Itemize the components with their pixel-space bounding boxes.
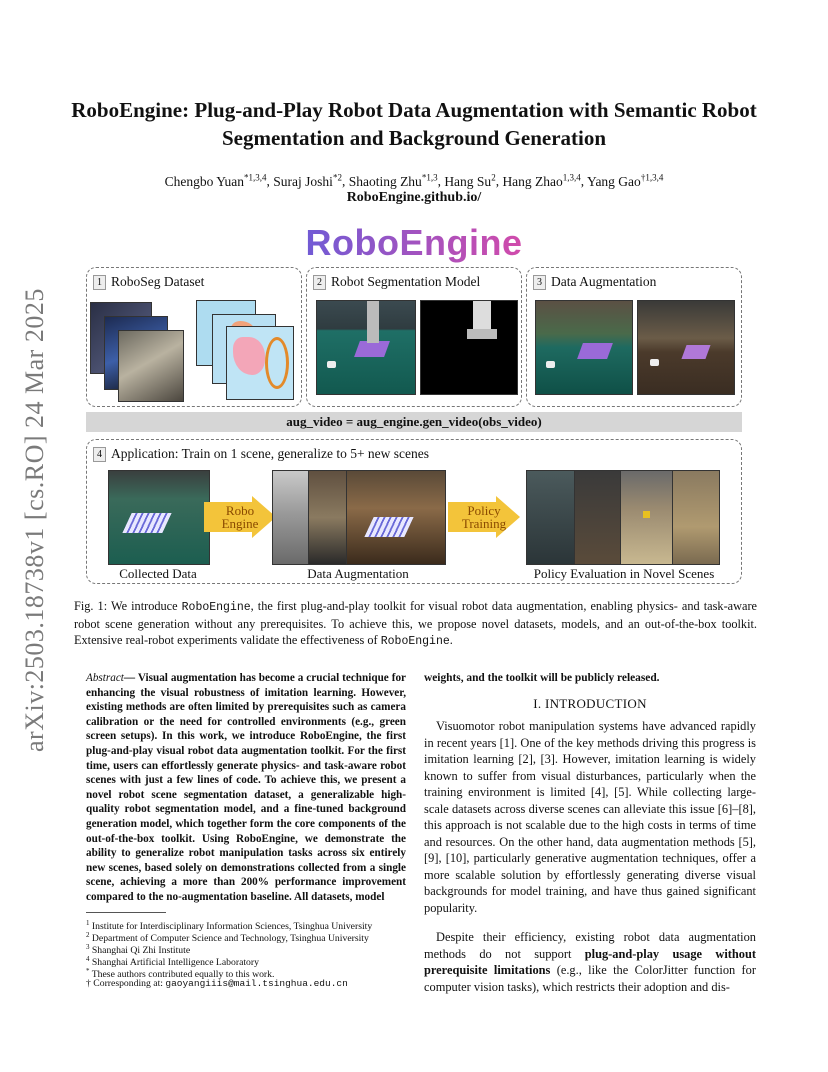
footnote-rule — [86, 912, 166, 913]
corresponding-email[interactable]: gaoyangiiis@mail.tsinghua.edu.cn — [165, 978, 348, 989]
augmented-data-image — [346, 470, 446, 565]
author: Hang Su$^2$ — [444, 172, 496, 189]
panel-title: 4 Application: Train on 1 scene, generalize to 5+ new scenes — [93, 446, 429, 462]
footnote: * These authors contributed equally to this work. — [86, 967, 275, 981]
evaluation-scene-image — [620, 470, 674, 565]
dataset-image — [118, 330, 184, 402]
abstract-label: Abstract — [86, 672, 124, 684]
roboengine-arrow: Robo Engine — [204, 496, 276, 538]
arxiv-identifier: arXiv:2503.18738v1 [cs.RO] 24 Mar 2025 — [20, 288, 49, 752]
panel-title: 2 Robot Segmentation Model — [313, 274, 480, 290]
intro-paragraph: Visuomotor robot manipulation systems have advanced rapidly in recent years [1]. One of the key methods driving this progress is imitation learning [2], [3]. However, imitation learning is widely known to suffer from visual disturbances, particularly when the training environment is limited [4], [5]. While collecting large-scale datasets across diverse scenes can alleviate this issue [6]–[8], this approach is not scalable due to the high costs in terms of time and resources. On the other hand, data augmentation methods [5], [9], [10], particularly generative augmentation techniques, offer a more scalable solution by effortlessly generating diverse visual backgrounds for model training, and have thus gained significant popularity. — [424, 719, 756, 915]
author: Chengbo Yuan$^{*1,3,4}$ — [164, 172, 267, 189]
footnote: $^4$ Shanghai Artificial Intelligence Laboratory — [86, 955, 259, 969]
paper-title: RoboEngine: Plug-and-Play Robot Data Augmentation with Semantic Robot Segmentation and Background Generation — [71, 98, 757, 150]
section-heading: I. INTRODUCTION — [533, 696, 647, 711]
author-list: Chengbo Yuan$^{*1,3,4}$, Suraj Joshi$^{*2}$, Shaoting Zhu$^{*1,3}$, Hang Su$^2$, Hang Zhao$^{1,3,4}$, Yang Gao$^{\dagger 1,3,4}$ — [164, 172, 664, 189]
evaluation-scene-image — [574, 470, 624, 565]
segmentation-mask-image — [420, 300, 518, 395]
panel-number: 4 — [93, 447, 106, 462]
panel-title: 3 Data Augmentation — [533, 274, 656, 290]
project-website-link[interactable]: RoboEngine.github.io/ — [346, 190, 482, 205]
code-snippet: aug_video = aug_engine.gen_video(obs_video) — [86, 412, 742, 432]
footnote: † Corresponding at: gaoyangiiis@mail.tsinghua.edu.cn — [86, 978, 348, 989]
caption-collected-data: Collected Data — [119, 566, 197, 581]
collected-data-image — [108, 470, 210, 565]
author: Suraj Joshi$^{*2}$ — [273, 172, 342, 189]
roboengine-logo: RoboEngine — [0, 222, 828, 264]
footnote: $^3$ Shanghai Qi Zhi Institute — [86, 943, 191, 957]
evaluation-scene-image — [526, 470, 576, 565]
footnote: $^2$ Department of Computer Science and Technology, Tsinghua University — [86, 931, 369, 945]
panel-number: 3 — [533, 275, 546, 290]
policy-training-arrow: Policy Training — [448, 496, 520, 538]
intro-paragraph: Despite their efficiency, existing robot data augmentation methods do not support plug-and-play usage without prerequisite limitations (e.g., like the ColorJitter function for computer vision tasks), which restricts their adoption and dis- — [424, 930, 757, 994]
panel-number: 2 — [313, 275, 326, 290]
abstract-continuation: weights, and the toolkit will be publicly released. — [424, 672, 660, 684]
author: Hang Zhao$^{1,3,4}$ — [502, 172, 581, 189]
augmented-scene-image — [535, 300, 633, 395]
abstract: Abstract— Visual augmentation has become a crucial technique for enhancing the visual robustness of imitation learning. However, existing methods are often limited by prerequisites such as camera calibration or the need for controlled environments (e.g., green screen setups). In this work, we introduce RoboEngine, the first plug-and-play visual robot data augmentation toolkit. For the first time, users can effortlessly generate physics- and task-aware robot scenes with just a few lines of code. To achieve this, we present a novel robot scene segmentation dataset, a generalizable high-quality robot segmentation model, and a fine-tuned background generation model, which together form the core components of the out-of-the-box toolkit. Using RoboEngine, we demonstrate the ability to generalize robot manipulation tasks across six entirely new scenes, based solely on demonstrations collected from a single scene, achieving a more than 200% performance improvement compared to the no-augmentation baseline. All datasets, model — [86, 672, 406, 903]
augmented-scene-image — [637, 300, 735, 395]
mask-image — [226, 326, 294, 400]
author: Shaoting Zhu$^{*1,3}$ — [348, 172, 438, 189]
evaluation-scene-image — [672, 470, 720, 565]
robot-scene-image — [316, 300, 416, 395]
figure-caption: Fig. 1: We introduce RoboEngine, the first plug-and-play toolkit for visual robot data augmentation, enabling physics- and task-aware robot scene generation without any prerequisites. To achieve this, we propose novel datasets, models, and an out-of-the-box toolkit. Extensive real-robot experiments validate the effectiveness of RoboEngine. — [74, 599, 758, 648]
panel-number: 1 — [93, 275, 106, 290]
panel-title: 1 RoboSeg Dataset — [93, 274, 204, 290]
caption-data-augmentation: Data Augmentation — [307, 566, 409, 581]
footnote: $^1$ Institute for Interdisciplinary Information Sciences, Tsinghua University — [86, 919, 373, 933]
caption-policy-evaluation: Policy Evaluation in Novel Scenes — [533, 566, 715, 581]
author: Yang Gao$^{\dagger 1,3,4}$ — [587, 172, 664, 189]
